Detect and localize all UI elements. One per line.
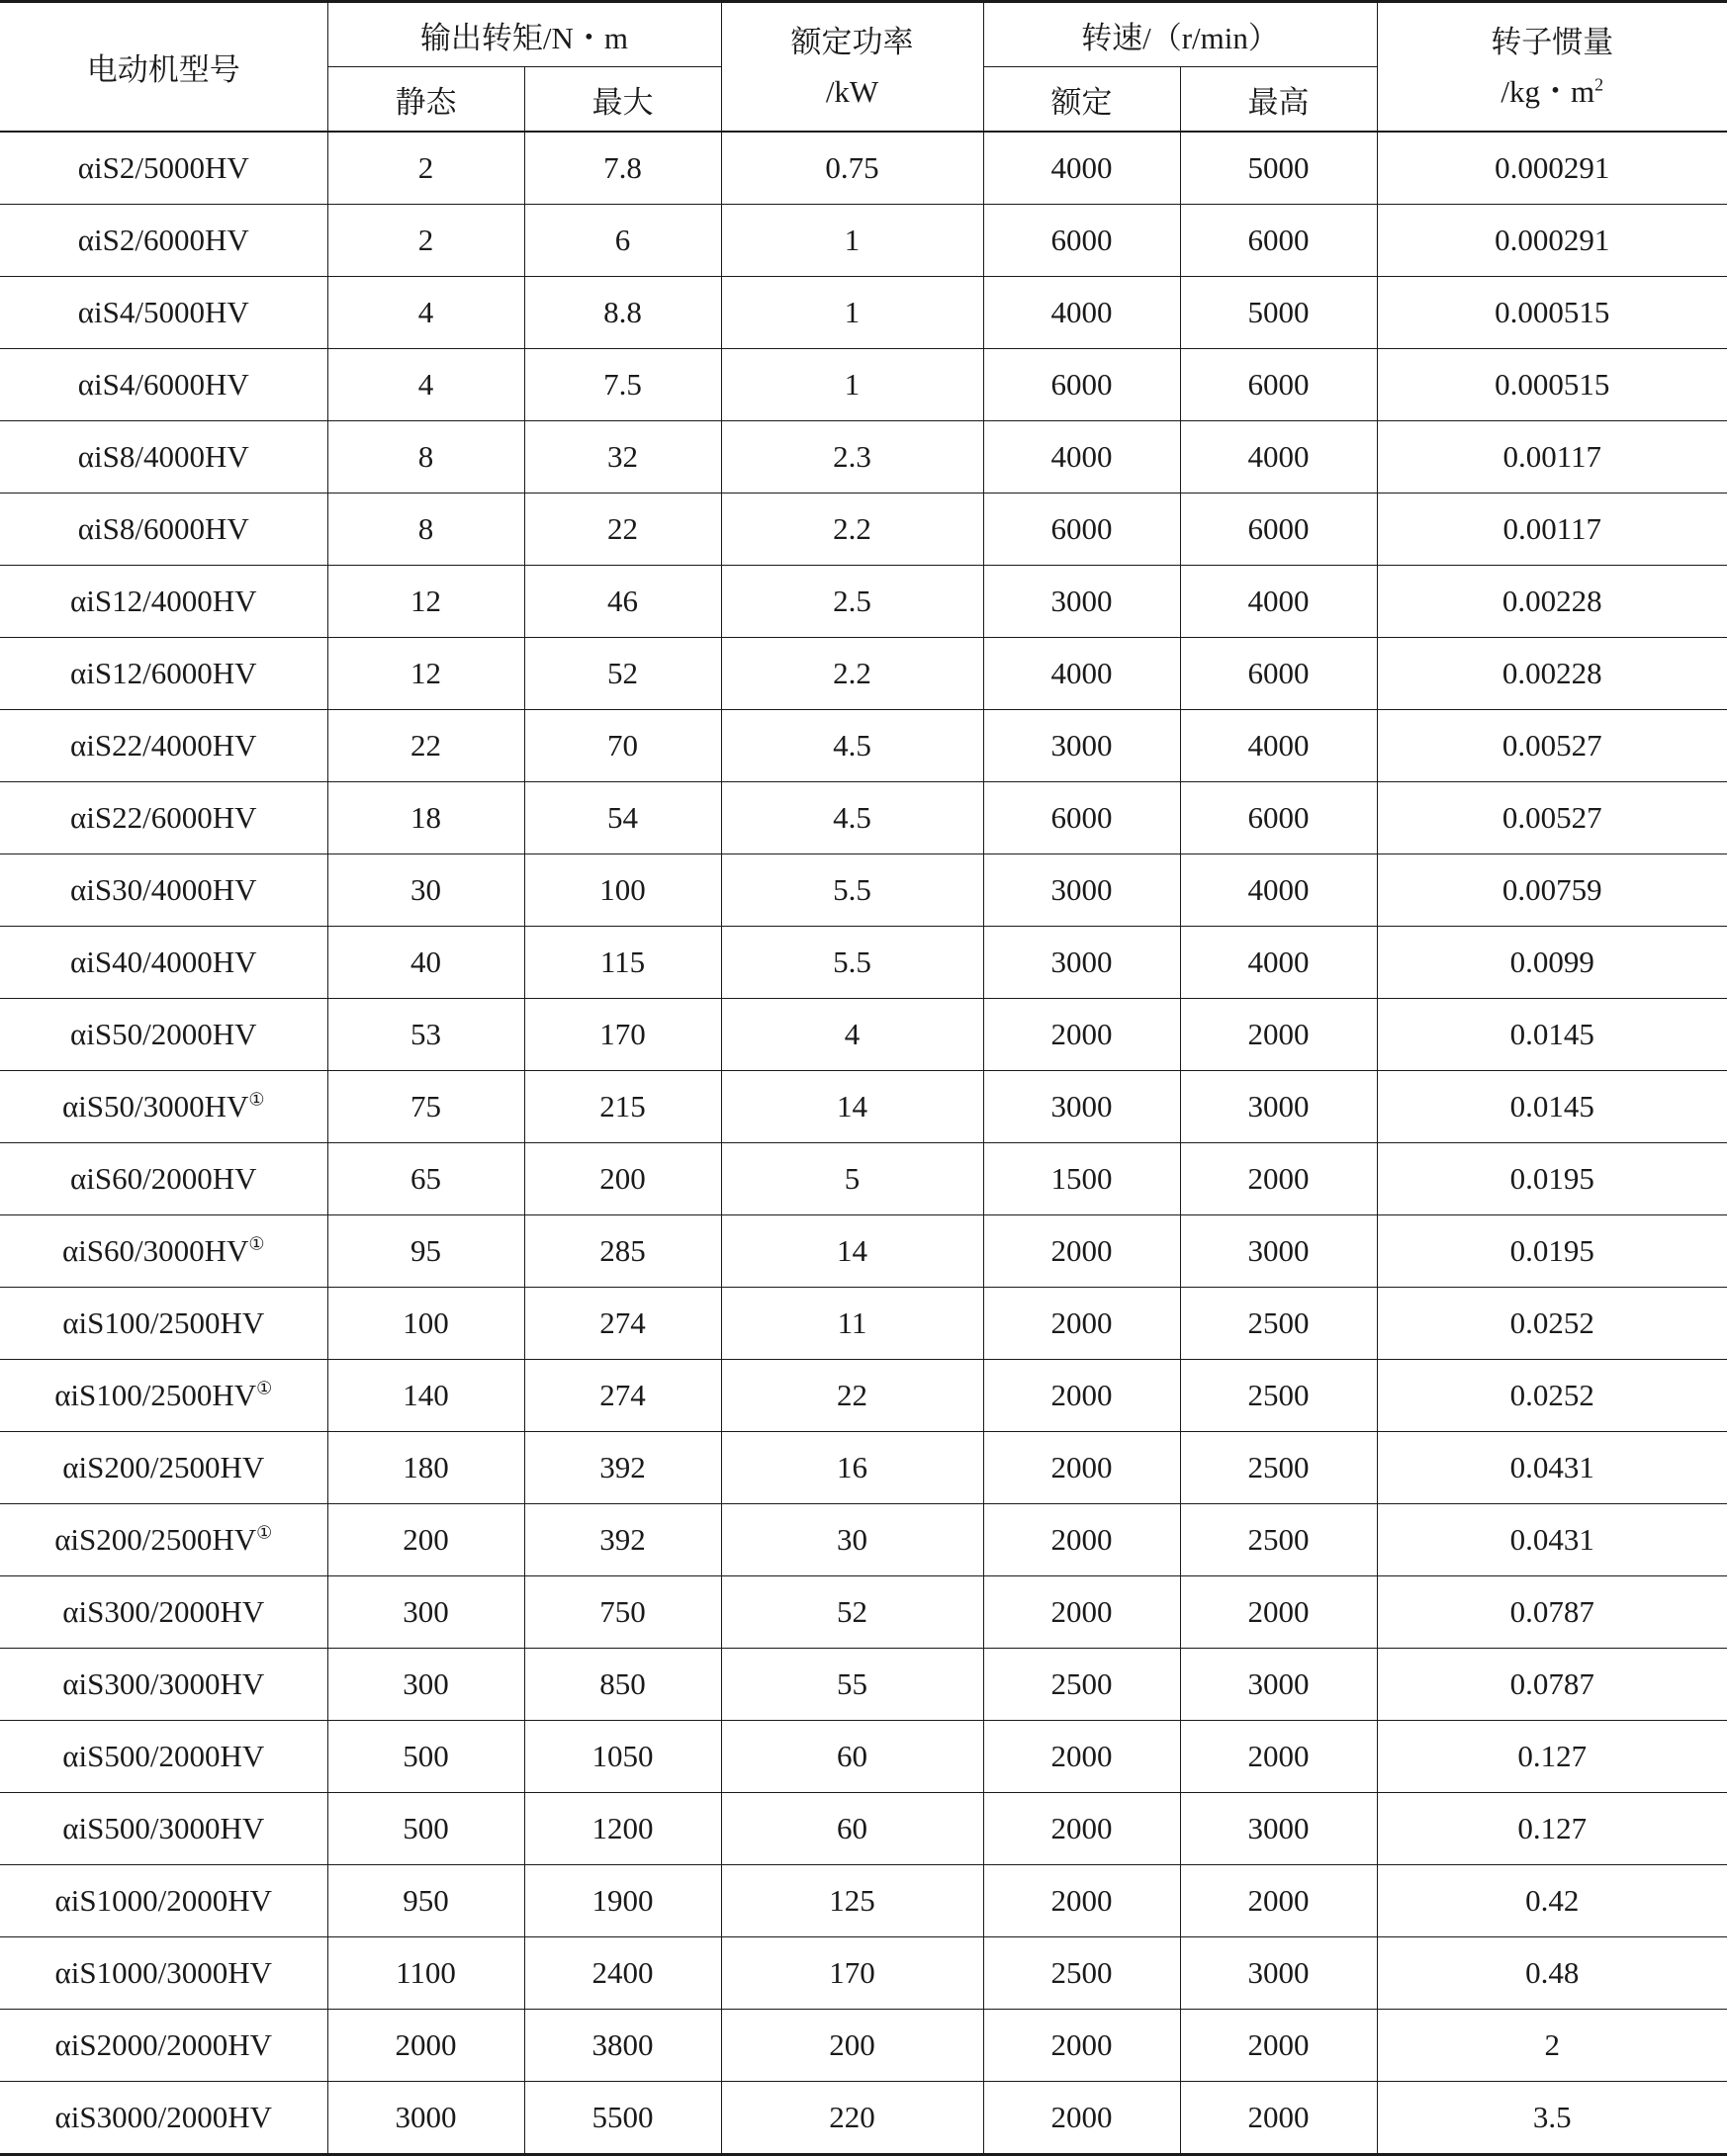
cell-torque-static: 65 [327, 1143, 524, 1215]
cell-torque-max: 200 [524, 1143, 721, 1215]
cell-speed-max: 6000 [1180, 782, 1377, 854]
cell-rotor-inertia: 0.0431 [1377, 1504, 1727, 1576]
cell-speed-max: 2000 [1180, 1576, 1377, 1649]
cell-rotor-inertia: 0.42 [1377, 1865, 1727, 1937]
cell-model: αiS60/3000HV① [0, 1215, 327, 1288]
cell-speed-max: 2500 [1180, 1288, 1377, 1360]
table-row [0, 1576, 1727, 1649]
cell-speed-max: 4000 [1180, 566, 1377, 638]
cell-rotor-inertia: 0.00228 [1377, 566, 1727, 638]
table-row [0, 494, 1727, 566]
cell-rated-power: 52 [721, 1576, 983, 1649]
cell-speed-max: 3000 [1180, 1649, 1377, 1721]
cell-torque-static: 4 [327, 349, 524, 421]
cell-rated-power: 2.2 [721, 494, 983, 566]
footnote-marker: ① [248, 1234, 264, 1254]
cell-torque-max: 170 [524, 999, 721, 1071]
cell-speed-max: 2000 [1180, 1865, 1377, 1937]
cell-speed-rated: 3000 [983, 710, 1180, 782]
cell-speed-rated: 4000 [983, 132, 1180, 205]
cell-speed-rated: 2000 [983, 1432, 1180, 1504]
cell-model: αiS4/5000HV [0, 277, 327, 349]
cell-rotor-inertia: 0.00117 [1377, 421, 1727, 494]
table-row [0, 1360, 1727, 1432]
cell-rated-power: 60 [721, 1793, 983, 1865]
header-rated-power [721, 2, 983, 133]
table-row [0, 1215, 1727, 1288]
cell-rated-power: 55 [721, 1649, 983, 1721]
table-row [0, 1937, 1727, 2010]
cell-speed-rated: 2000 [983, 1504, 1180, 1576]
table-row [0, 132, 1727, 205]
cell-speed-max: 2000 [1180, 1143, 1377, 1215]
cell-model: αiS2000/2000HV [0, 2010, 327, 2082]
cell-rated-power: 22 [721, 1360, 983, 1432]
header-rotor-inertia [1377, 2, 1727, 133]
cell-rotor-inertia: 3.5 [1377, 2082, 1727, 2155]
cell-rated-power: 4.5 [721, 782, 983, 854]
cell-speed-max: 3000 [1180, 1071, 1377, 1143]
cell-rotor-inertia: 0.0431 [1377, 1432, 1727, 1504]
cell-torque-static: 2 [327, 205, 524, 277]
table-row [0, 349, 1727, 421]
cell-torque-max: 8.8 [524, 277, 721, 349]
cell-speed-rated: 6000 [983, 782, 1180, 854]
cell-speed-rated: 1500 [983, 1143, 1180, 1215]
header-model: 电动机型号 [0, 2, 327, 133]
cell-torque-max: 54 [524, 782, 721, 854]
table-row [0, 1865, 1727, 1937]
cell-torque-static: 200 [327, 1504, 524, 1576]
cell-speed-max: 4000 [1180, 421, 1377, 494]
cell-speed-max: 5000 [1180, 277, 1377, 349]
cell-speed-rated: 3000 [983, 927, 1180, 999]
cell-torque-max: 1050 [524, 1721, 721, 1793]
table-row [0, 782, 1727, 854]
header-speed-max: 最高 [1180, 67, 1377, 133]
header-torque-max: 最大 [524, 67, 721, 133]
cell-model: αiS1000/3000HV [0, 1937, 327, 2010]
table-row [0, 205, 1727, 277]
cell-speed-max: 3000 [1180, 1937, 1377, 2010]
cell-speed-rated: 2000 [983, 999, 1180, 1071]
cell-rotor-inertia: 2 [1377, 2010, 1727, 2082]
cell-torque-static: 300 [327, 1576, 524, 1649]
cell-rotor-inertia: 0.0787 [1377, 1649, 1727, 1721]
cell-torque-max: 70 [524, 710, 721, 782]
table-row [0, 1721, 1727, 1793]
cell-model: αiS12/6000HV [0, 638, 327, 710]
cell-model: αiS200/2500HV① [0, 1504, 327, 1576]
cell-model: αiS500/3000HV [0, 1793, 327, 1865]
cell-model: αiS8/4000HV [0, 421, 327, 494]
cell-torque-static: 30 [327, 854, 524, 927]
cell-rotor-inertia: 0.00527 [1377, 782, 1727, 854]
cell-torque-max: 7.5 [524, 349, 721, 421]
cell-model: αiS1000/2000HV [0, 1865, 327, 1937]
cell-torque-max: 2400 [524, 1937, 721, 2010]
cell-model: αiS3000/2000HV [0, 2082, 327, 2155]
cell-speed-rated: 4000 [983, 638, 1180, 710]
cell-rated-power: 0.75 [721, 132, 983, 205]
table-row [0, 2082, 1727, 2155]
cell-speed-rated: 2000 [983, 1288, 1180, 1360]
cell-rotor-inertia: 0.00527 [1377, 710, 1727, 782]
cell-speed-rated: 2000 [983, 1865, 1180, 1937]
cell-rotor-inertia: 0.0195 [1377, 1143, 1727, 1215]
table-row [0, 1649, 1727, 1721]
cell-rotor-inertia: 0.0145 [1377, 1071, 1727, 1143]
cell-rotor-inertia: 0.000291 [1377, 132, 1727, 205]
cell-speed-rated: 2500 [983, 1649, 1180, 1721]
cell-speed-rated: 3000 [983, 854, 1180, 927]
cell-torque-max: 850 [524, 1649, 721, 1721]
cell-torque-static: 12 [327, 566, 524, 638]
cell-speed-max: 2000 [1180, 2082, 1377, 2155]
cell-model: αiS50/3000HV① [0, 1071, 327, 1143]
cell-model: αiS50/2000HV [0, 999, 327, 1071]
footnote-marker: ① [248, 1090, 264, 1110]
cell-model: αiS40/4000HV [0, 927, 327, 999]
cell-rotor-inertia: 0.0195 [1377, 1215, 1727, 1288]
table-row [0, 421, 1727, 494]
cell-rated-power: 16 [721, 1432, 983, 1504]
cell-model: αiS22/4000HV [0, 710, 327, 782]
header-speed: 转速/（r/min） [983, 2, 1377, 67]
footnote-marker: ① [256, 1523, 272, 1543]
table-row [0, 1432, 1727, 1504]
cell-torque-static: 140 [327, 1360, 524, 1432]
cell-rated-power: 2.2 [721, 638, 983, 710]
cell-rated-power: 30 [721, 1504, 983, 1576]
table-row [0, 638, 1727, 710]
cell-speed-rated: 2500 [983, 1937, 1180, 2010]
cell-torque-max: 215 [524, 1071, 721, 1143]
cell-speed-max: 6000 [1180, 638, 1377, 710]
cell-torque-static: 950 [327, 1865, 524, 1937]
cell-speed-max: 5000 [1180, 132, 1377, 205]
cell-rotor-inertia: 0.0252 [1377, 1360, 1727, 1432]
cell-model: αiS30/4000HV [0, 854, 327, 927]
cell-rated-power: 1 [721, 205, 983, 277]
cell-rated-power: 170 [721, 1937, 983, 2010]
cell-torque-max: 115 [524, 927, 721, 999]
cell-torque-max: 3800 [524, 2010, 721, 2082]
cell-speed-rated: 6000 [983, 205, 1180, 277]
cell-torque-static: 95 [327, 1215, 524, 1288]
cell-rated-power: 1 [721, 349, 983, 421]
table-row [0, 710, 1727, 782]
cell-rotor-inertia: 0.48 [1377, 1937, 1727, 2010]
table-row [0, 2010, 1727, 2082]
table-row [0, 1793, 1727, 1865]
cell-rated-power: 11 [721, 1288, 983, 1360]
table-row [0, 1288, 1727, 1360]
cell-rotor-inertia: 0.000515 [1377, 277, 1727, 349]
table-body [0, 132, 1727, 2155]
table-row [0, 927, 1727, 999]
cell-model: αiS300/2000HV [0, 1576, 327, 1649]
cell-rotor-inertia: 0.0252 [1377, 1288, 1727, 1360]
cell-rotor-inertia: 0.0099 [1377, 927, 1727, 999]
cell-torque-max: 22 [524, 494, 721, 566]
cell-speed-rated: 2000 [983, 1793, 1180, 1865]
cell-rated-power: 5.5 [721, 927, 983, 999]
cell-rated-power: 14 [721, 1071, 983, 1143]
cell-torque-max: 32 [524, 421, 721, 494]
cell-rated-power: 220 [721, 2082, 983, 2155]
cell-model: αiS300/3000HV [0, 1649, 327, 1721]
cell-torque-static: 2000 [327, 2010, 524, 2082]
cell-speed-max: 2500 [1180, 1432, 1377, 1504]
cell-model: αiS22/6000HV [0, 782, 327, 854]
cell-rotor-inertia: 0.0145 [1377, 999, 1727, 1071]
cell-torque-static: 1100 [327, 1937, 524, 2010]
cell-torque-static: 2 [327, 132, 524, 205]
cell-speed-rated: 2000 [983, 1576, 1180, 1649]
cell-torque-static: 12 [327, 638, 524, 710]
cell-torque-static: 53 [327, 999, 524, 1071]
table-row [0, 1504, 1727, 1576]
cell-torque-static: 40 [327, 927, 524, 999]
cell-torque-max: 5500 [524, 2082, 721, 2155]
cell-model: αiS2/6000HV [0, 205, 327, 277]
header-rotor-inertia-unit: /kg・$m^2$ [1378, 67, 1727, 117]
header-rated-power-unit: /kW [722, 67, 983, 117]
cell-speed-max: 3000 [1180, 1793, 1377, 1865]
cell-torque-static: 22 [327, 710, 524, 782]
table-row [0, 999, 1727, 1071]
cell-torque-max: 274 [524, 1360, 721, 1432]
cell-rotor-inertia: 0.127 [1377, 1793, 1727, 1865]
cell-rated-power: 60 [721, 1721, 983, 1793]
cell-torque-static: 500 [327, 1721, 524, 1793]
cell-speed-max: 3000 [1180, 1215, 1377, 1288]
cell-model: αiS8/6000HV [0, 494, 327, 566]
cell-rated-power: 125 [721, 1865, 983, 1937]
cell-model: αiS100/2500HV① [0, 1360, 327, 1432]
cell-rotor-inertia: 0.127 [1377, 1721, 1727, 1793]
cell-torque-static: 8 [327, 421, 524, 494]
cell-speed-rated: 6000 [983, 349, 1180, 421]
cell-rated-power: 200 [721, 2010, 983, 2082]
cell-torque-max: 52 [524, 638, 721, 710]
cell-torque-max: 46 [524, 566, 721, 638]
cell-torque-max: 285 [524, 1215, 721, 1288]
cell-speed-max: 6000 [1180, 205, 1377, 277]
cell-speed-rated: 2000 [983, 2082, 1180, 2155]
cell-rated-power: 1 [721, 277, 983, 349]
cell-speed-max: 6000 [1180, 494, 1377, 566]
cell-torque-static: 300 [327, 1649, 524, 1721]
cell-speed-max: 2500 [1180, 1504, 1377, 1576]
cell-rated-power: 4.5 [721, 710, 983, 782]
cell-torque-static: 3000 [327, 2082, 524, 2155]
cell-torque-max: 750 [524, 1576, 721, 1649]
table-row [0, 277, 1727, 349]
cell-speed-max: 2000 [1180, 2010, 1377, 2082]
cell-rated-power: 2.5 [721, 566, 983, 638]
table-row [0, 1143, 1727, 1215]
cell-model: αiS500/2000HV [0, 1721, 327, 1793]
cell-speed-rated: 2000 [983, 1360, 1180, 1432]
cell-torque-static: 18 [327, 782, 524, 854]
cell-torque-static: 4 [327, 277, 524, 349]
cell-torque-static: 75 [327, 1071, 524, 1143]
cell-speed-max: 4000 [1180, 710, 1377, 782]
cell-speed-rated: 3000 [983, 1071, 1180, 1143]
cell-rotor-inertia: 0.00117 [1377, 494, 1727, 566]
cell-rated-power: 14 [721, 1215, 983, 1288]
cell-torque-max: 274 [524, 1288, 721, 1360]
cell-speed-max: 2000 [1180, 1721, 1377, 1793]
cell-torque-max: 6 [524, 205, 721, 277]
cell-rotor-inertia: 0.00759 [1377, 854, 1727, 927]
cell-speed-rated: 4000 [983, 421, 1180, 494]
cell-torque-max: 7.8 [524, 132, 721, 205]
header-speed-rated: 额定 [983, 67, 1180, 133]
cell-speed-max: 2000 [1180, 999, 1377, 1071]
cell-speed-rated: 3000 [983, 566, 1180, 638]
cell-speed-rated: 6000 [983, 494, 1180, 566]
cell-speed-rated: 2000 [983, 2010, 1180, 2082]
footnote-marker: ① [256, 1379, 272, 1398]
cell-rotor-inertia: 0.000515 [1377, 349, 1727, 421]
cell-torque-max: 1200 [524, 1793, 721, 1865]
header-torque-static: 静态 [327, 67, 524, 133]
cell-rotor-inertia: 0.00228 [1377, 638, 1727, 710]
cell-speed-rated: 2000 [983, 1721, 1180, 1793]
cell-speed-max: 2500 [1180, 1360, 1377, 1432]
cell-rated-power: 2.3 [721, 421, 983, 494]
cell-rated-power: 5.5 [721, 854, 983, 927]
cell-model: αiS2/5000HV [0, 132, 327, 205]
cell-model: αiS4/6000HV [0, 349, 327, 421]
cell-speed-max: 6000 [1180, 349, 1377, 421]
cell-torque-static: 180 [327, 1432, 524, 1504]
cell-rotor-inertia: 0.0787 [1377, 1576, 1727, 1649]
cell-torque-static: 100 [327, 1288, 524, 1360]
cell-rotor-inertia: 0.000291 [1377, 205, 1727, 277]
cell-model: αiS100/2500HV [0, 1288, 327, 1360]
cell-torque-max: 392 [524, 1504, 721, 1576]
cell-speed-rated: 2000 [983, 1215, 1180, 1288]
table-row [0, 1071, 1727, 1143]
cell-rated-power: 4 [721, 999, 983, 1071]
header-output-torque: 输出转矩/N・m [327, 2, 721, 67]
cell-torque-max: 392 [524, 1432, 721, 1504]
header-rated-power-label: 额定功率 [722, 18, 983, 67]
cell-model: αiS60/2000HV [0, 1143, 327, 1215]
cell-model: αiS200/2500HV [0, 1432, 327, 1504]
table-row [0, 854, 1727, 927]
cell-torque-static: 8 [327, 494, 524, 566]
cell-torque-max: 1900 [524, 1865, 721, 1937]
header-rotor-inertia-label: 转子惯量 [1378, 18, 1727, 67]
cell-torque-static: 500 [327, 1793, 524, 1865]
cell-model: αiS12/4000HV [0, 566, 327, 638]
cell-rated-power: 5 [721, 1143, 983, 1215]
cell-speed-rated: 4000 [983, 277, 1180, 349]
cell-speed-max: 4000 [1180, 927, 1377, 999]
cell-torque-max: 100 [524, 854, 721, 927]
table-row [0, 566, 1727, 638]
cell-speed-max: 4000 [1180, 854, 1377, 927]
